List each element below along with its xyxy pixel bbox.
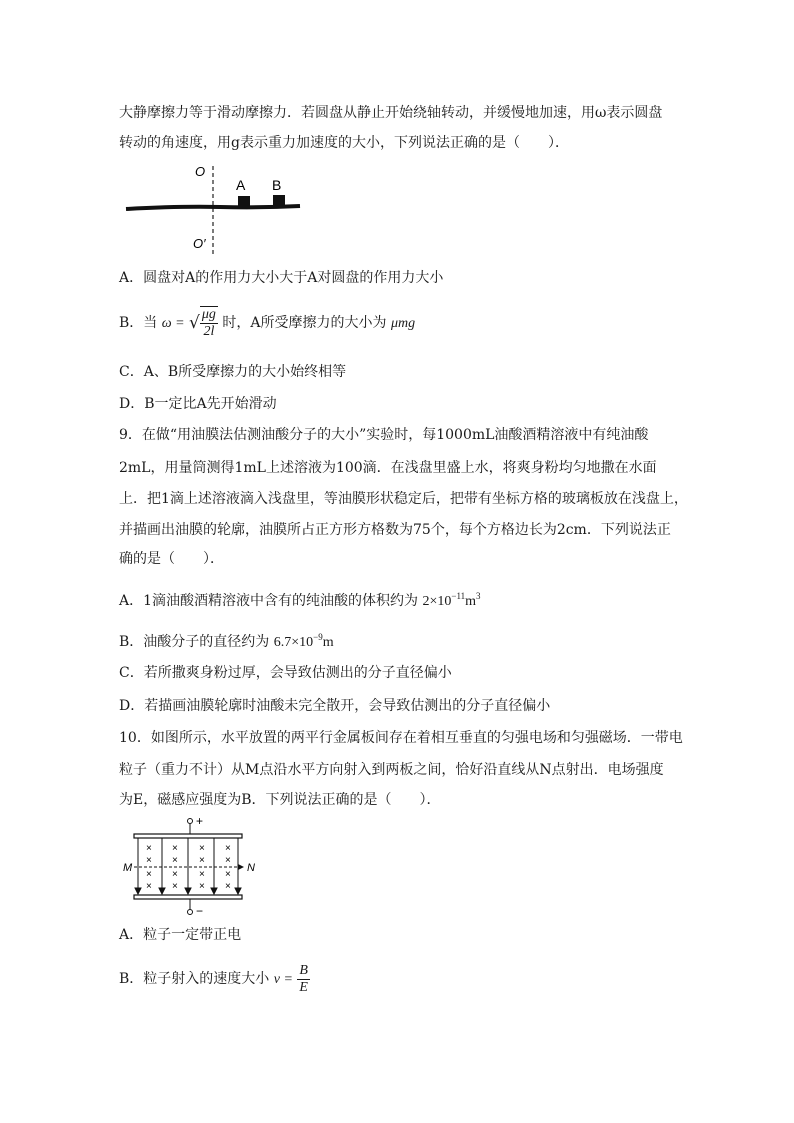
volume-value [422,591,481,609]
q9-line-3: 上．把1滴上述溶液滴入浅盘里，等油膜形状稳定后，把带有坐标方格的玻璃板放在浅盘上， [119,491,688,507]
omega-symbol: ω = [161,316,185,331]
fraction-numerator: μg [201,307,216,322]
fraction-denominator: 2l [203,324,215,339]
svg-text:×: × [225,843,231,854]
q9-line-4: 并描画出油膜的轮廓，油膜所占正方形方格数为75个，每个方格边长为2cm．下列说法正 [119,522,671,538]
q9-option-a [119,586,481,612]
svg-text:×: × [146,869,152,880]
q8-option-d: D．B一定比A先开始滑动 [119,396,277,412]
diameter-base: 6.7×10 [273,635,314,650]
velocity-denominator: E [299,979,308,995]
block-b-label: B [272,177,282,193]
q9-option-c: C．若所撒爽身粉过厚，会导致估测出的分子直径偏小 [119,665,452,681]
q8-option-c: C．A、B所受摩擦力的大小始终相等 [119,364,347,380]
volume-exponent: −11 [451,591,466,601]
friction-expression: μmg [390,316,416,331]
minus-terminal [188,910,193,915]
q9-option-a-text: A．1滴油酸酒精溶液中含有的纯油酸的体积约为 [119,593,419,609]
diameter-unit: m [322,635,334,650]
svg-text:×: × [225,855,231,866]
q8-option-b [119,306,415,346]
plus-label: + [196,815,204,828]
rotating-disk-figure [120,160,310,255]
q8-option-b-mid: 时，A所受摩擦力的大小为 [222,315,387,331]
q10-line-1: 10．如图所示，水平放置的两平行金属板间存在着相互垂直的匀强电场和匀强磁场．一带电 [119,730,683,746]
q10-option-b [119,962,310,1002]
svg-text:×: × [146,843,152,854]
svg-text:×: × [199,869,205,880]
block-a [238,196,250,206]
intro-line-1: 大静摩擦力等于滑动摩擦力．若圆盘从静止开始绕轴转动，并缓慢地加速，用ω表示圆盘 [119,105,663,121]
q8-option-b-prefix: B．当 [119,315,158,331]
velocity-fraction [297,963,310,996]
sqrt-sign: √ [189,313,200,333]
q9-option-b [119,627,334,653]
axis-label-o-prime: O′ [193,236,206,251]
q8-option-a: A．圆盘对A的作用力大小大于A对圆盘的作用力大小 [119,270,444,286]
svg-text:×: × [146,855,152,866]
block-a-label: A [236,177,246,193]
plus-terminal [188,819,193,824]
q9-option-d: D．若描画油膜轮廓时油酸未完全散开，会导致估测出的分子直径偏小 [119,698,551,714]
diameter-exponent: −9 [313,632,323,642]
svg-text:×: × [199,881,205,892]
svg-text:×: × [199,855,205,866]
q10-line-2: 粒子（重力不计）从M点沿水平方向射入到两板之间，恰好沿直线从N点射出．电场强度 [119,762,664,778]
velocity-symbol: v = [273,972,293,987]
q9-line-2: 2mL，用量筒测得1mL上述溶液为100滴．在浅盘里盛上水，将爽身粉均匀地撒在水面 [119,460,657,476]
svg-text:×: × [225,881,231,892]
svg-text:×: × [225,869,231,880]
sqrt-fraction [200,306,218,340]
q9-line-1: 9．在做“用油膜法估测油酸分子的大小”实验时，每1000mL油酸酒精溶液中有纯油酸 [119,427,649,443]
volume-unit: m [465,594,477,609]
q10-option-a: A．粒子一定带正电 [119,927,242,943]
svg-text:×: × [172,869,178,880]
point-n-label: N [247,862,255,874]
bottom-plate [134,895,242,899]
velocity-numerator: B [299,962,308,978]
path-arrow [238,864,244,870]
intro-line-2: 转动的角速度，用g表示重力加速度的大小，下列说法正确的是（ ）． [119,135,569,151]
q10-line-3: 为E，磁感应强度为B．下列说法正确的是（ ）． [119,792,441,808]
disk-surface [126,206,300,209]
block-b [273,195,285,205]
minus-label: − [196,904,204,918]
q10-option-b-text: B．粒子射入的速度大小 [119,971,270,987]
point-m-label: M [123,862,133,874]
svg-text:×: × [172,855,178,866]
diameter-value [273,632,334,650]
volume-base: 2×10 [422,594,452,609]
volume-unit-exponent: 3 [476,591,481,601]
svg-text:×: × [146,881,152,892]
svg-text:×: × [172,843,178,854]
parallel-plates-figure [120,815,270,920]
top-plate [134,834,242,838]
axis-label-o: O [195,164,206,179]
q9-line-5: 确的是（ ）． [119,551,224,567]
svg-text:×: × [199,843,205,854]
q9-option-b-text: B．油酸分子的直径约为 [119,634,270,650]
svg-text:×: × [172,881,178,892]
